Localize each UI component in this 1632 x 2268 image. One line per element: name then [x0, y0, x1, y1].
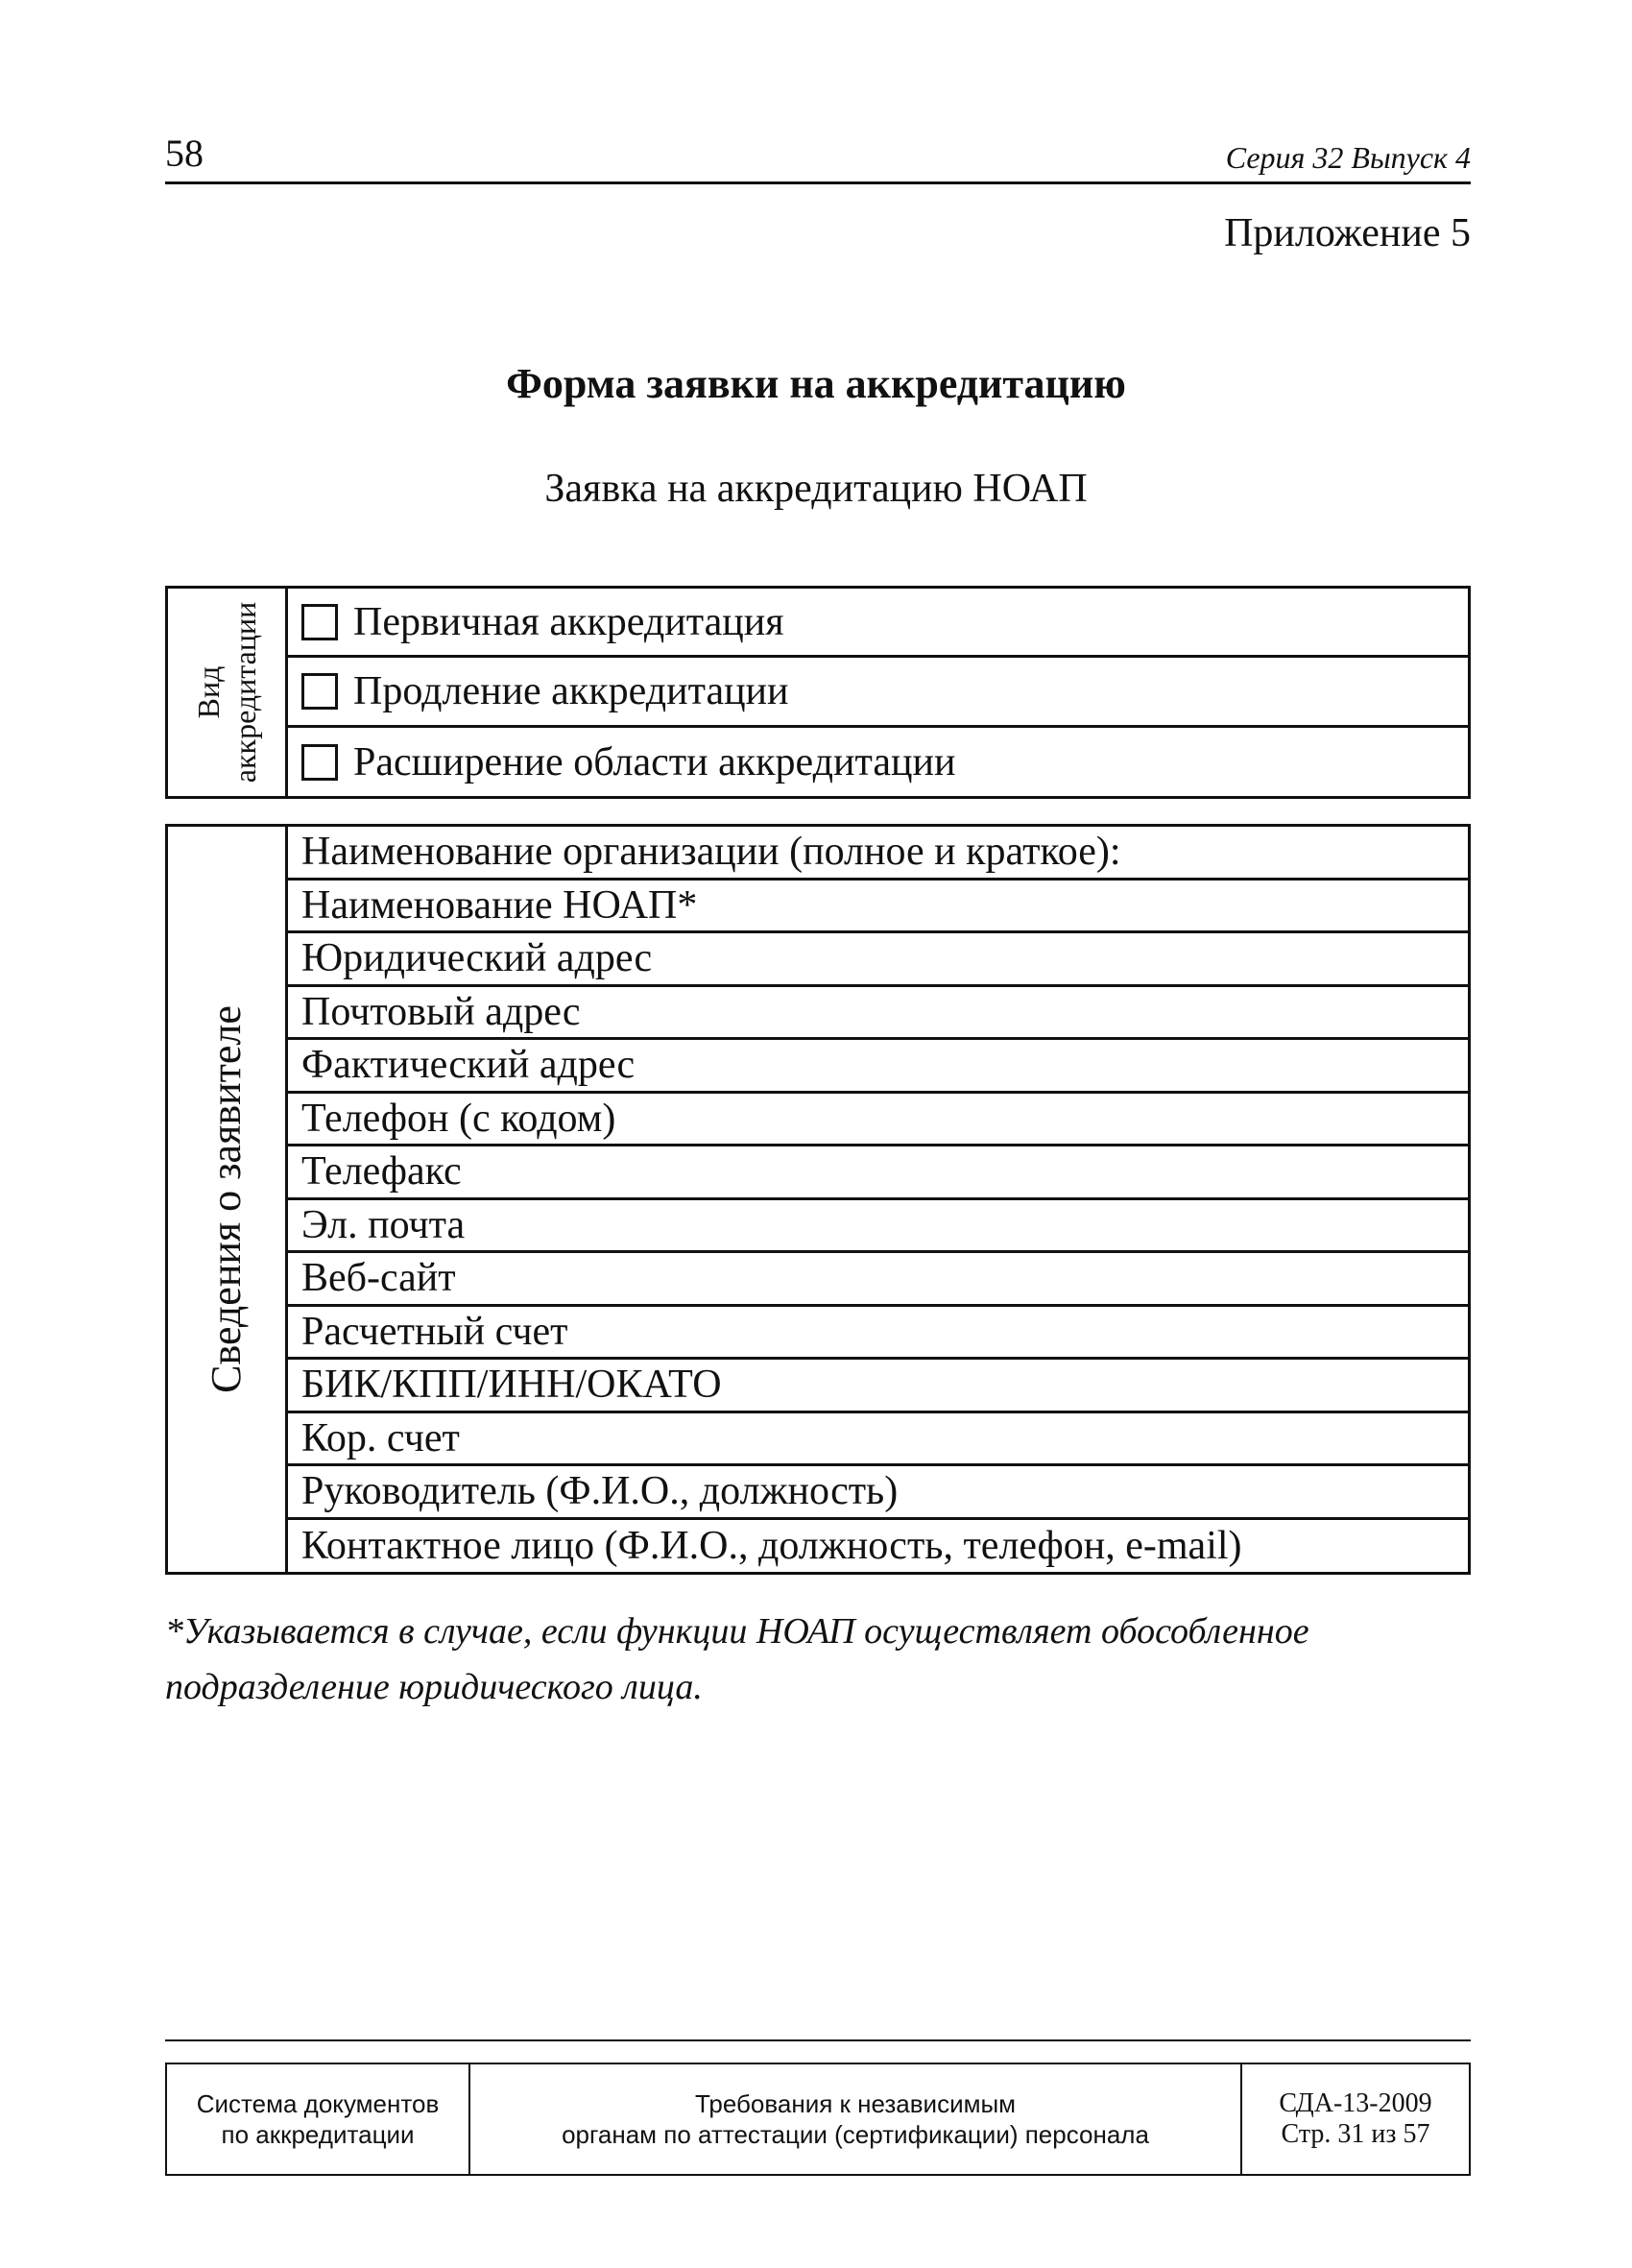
applicant-info-table — [165, 824, 1471, 1575]
option-row-initial[interactable] — [288, 589, 1468, 658]
field-noap-name[interactable]: Наименование НОАП* — [288, 881, 1468, 934]
checkbox-extension[interactable] — [301, 744, 338, 781]
appendix-label: Приложение 5 — [1224, 211, 1471, 255]
footer-system-line-2: по аккредитации — [221, 2120, 415, 2149]
field-actual-address[interactable]: Фактический адрес — [288, 1040, 1468, 1094]
footer-doc-code-cell — [1242, 2064, 1469, 2174]
field-contact-person[interactable]: Контактное лицо (Ф.И.О., должность, телефон, e-mail) — [301, 1524, 1242, 1569]
applicant-info-fields — [288, 827, 1468, 1572]
option-label-initial: Первичная аккредитация — [353, 599, 784, 644]
field-director[interactable]: Руководитель (Ф.И.О., должность) — [288, 1466, 1468, 1520]
footer-doc-code: СДА-13-2009 — [1279, 2088, 1432, 2118]
form-title: Форма заявки на аккредитацию — [506, 360, 1126, 407]
option-row-extension[interactable] — [288, 728, 1468, 797]
field-legal-address[interactable]: Юридический адрес — [288, 933, 1468, 987]
header-rule — [165, 181, 1471, 184]
footer-system-cell — [167, 2064, 470, 2174]
field-bank-codes[interactable]: БИК/КПП/ИНН/ОКАТО — [288, 1360, 1468, 1413]
field-bank-account[interactable]: Расчетный счет — [288, 1307, 1468, 1361]
footnote-line-2: подразделение юридического лица. — [165, 1667, 703, 1707]
field-organization-name[interactable]: Наименование организации (полное и краткое): — [288, 827, 1468, 881]
field-website[interactable]: Веб-сайт — [288, 1253, 1468, 1307]
side-label-line-2: аккредитации — [228, 601, 262, 784]
footer-page-count: Стр. 31 из 57 — [1281, 2119, 1430, 2149]
running-title: Серия 32 Выпуск 4 — [1225, 140, 1471, 175]
form-subtitle: Заявка на аккредитацию НОАП — [544, 467, 1088, 511]
side-label-line-1: Вид — [191, 665, 226, 719]
option-label-renewal: Продление аккредитации — [353, 668, 789, 713]
footer-doc-title-cell — [470, 2064, 1242, 2174]
checkbox-initial[interactable] — [301, 604, 338, 640]
applicant-info-side-cell — [168, 827, 288, 1572]
footer-system-line-1: Система документов — [196, 2089, 440, 2118]
field-phone[interactable]: Телефон (с кодом) — [288, 1094, 1468, 1147]
footer-box — [165, 2063, 1471, 2176]
accreditation-type-side-label — [190, 602, 263, 783]
applicant-info-side-label: Сведения о заявителе — [203, 1005, 250, 1393]
field-email[interactable]: Эл. почта — [288, 1200, 1468, 1254]
field-fax[interactable]: Телефакс — [288, 1146, 1468, 1200]
accreditation-type-side-cell — [168, 589, 288, 796]
checkbox-renewal[interactable] — [301, 673, 338, 710]
footer-doc-title-line-1: Требования к независимым — [694, 2089, 1017, 2118]
field-corr-account[interactable]: Кор. счет — [288, 1413, 1468, 1467]
page-number: 58 — [165, 132, 204, 175]
footer-rule — [165, 2039, 1471, 2041]
footer-doc-title-line-2: органам по аттестации (сертификации) персонала — [562, 2120, 1149, 2149]
footnote — [165, 1604, 1471, 1715]
field-postal-address[interactable]: Почтовый адрес — [288, 987, 1468, 1041]
option-label-extension: Расширение области аккредитации — [353, 739, 956, 784]
footnote-line-1: *Указывается в случае, если функции НОАП осуществляет обособленное — [165, 1611, 1309, 1652]
option-row-renewal[interactable] — [288, 658, 1468, 727]
accreditation-type-options — [288, 589, 1468, 796]
accreditation-type-table — [165, 586, 1471, 799]
